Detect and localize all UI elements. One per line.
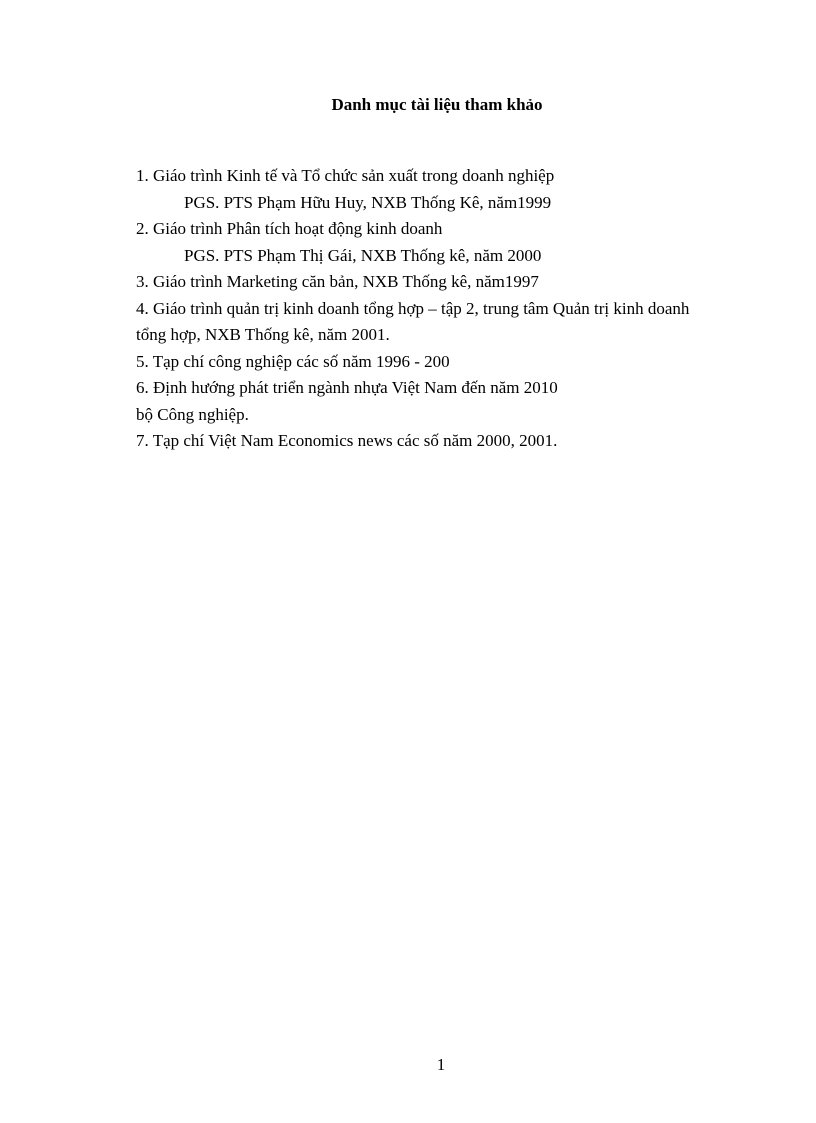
reference-item-6: 6. Định hướng phát triển ngành nhựa Việt Nam đến năm 2010 (136, 378, 558, 397)
page-title: Danh mục tài liệu tham khảo (331, 95, 543, 114)
reference-item-7: 7. Tạp chí Việt Nam Economics news các số năm 2000, 2001. (136, 431, 558, 450)
reference-item-1-detail: PGS. PTS Phạm Hữu Huy, NXB Thống Kê, năm1999 (184, 192, 552, 212)
reference-list (136, 163, 716, 455)
reference-item-4: 4. Giáo trình quản trị kinh doanh tổng hợp – tập 2, trung tâm Quản trị kinh doanh tổng hợp, NXB Thống kê, năm 2001. (136, 298, 690, 344)
reference-item-6-detail: bộ Công nghiệp. (136, 404, 249, 424)
reference-item-2-detail: PGS. PTS Phạm Thị Gái, NXB Thống kê, năm 2000 (184, 245, 542, 265)
reference-item-3: 3. Giáo trình Marketing căn bản, NXB Thống kê, năm1997 (136, 272, 539, 291)
reference-item-1: 1. Giáo trình Kinh tế và Tổ chức sản xuất trong doanh nghiệp (136, 166, 555, 185)
reference-item-2: 2. Giáo trình Phân tích hoạt động kinh doanh (136, 219, 443, 238)
reference-item-5: 5. Tạp chí công nghiệp các số năm 1996 - 200 (136, 351, 450, 371)
page-number: 1 (436, 1055, 446, 1074)
